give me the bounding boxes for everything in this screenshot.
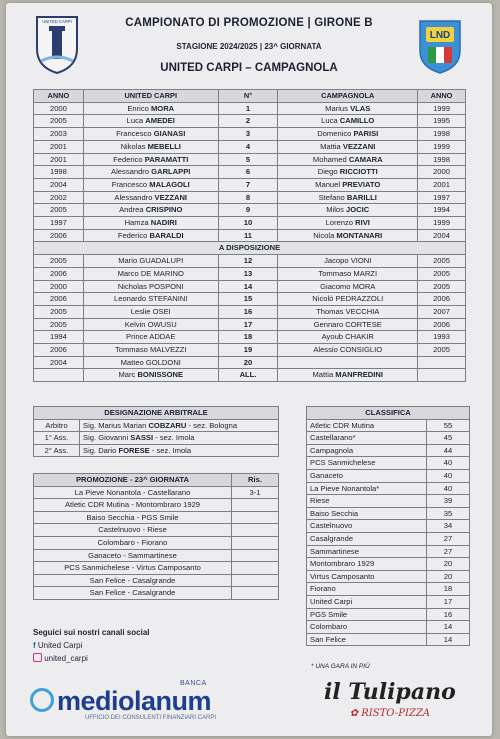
team-name: La Pieve Nonantola* xyxy=(307,482,427,495)
starter-row xyxy=(34,115,466,128)
shirt-number: 19 xyxy=(218,344,278,357)
home-year: 2000 xyxy=(34,102,84,115)
home-year: 1997 xyxy=(34,217,84,230)
away-player: Luca CAMILLO xyxy=(278,115,418,128)
away-player: Stefano BARILLI xyxy=(278,191,418,204)
away-year: 1995 xyxy=(418,115,466,128)
home-player: Leonardo STEFANINI xyxy=(83,293,218,306)
shirt-number: 2 xyxy=(218,115,278,128)
team-name: PGS Smile xyxy=(307,608,427,621)
standings-row xyxy=(307,419,470,432)
shirt-number: 5 xyxy=(218,153,278,166)
round-table xyxy=(33,473,279,600)
shirt-number: 12 xyxy=(218,255,278,268)
bank-label: BANCA xyxy=(180,680,207,687)
match-result xyxy=(232,574,279,587)
col-year-away: ANNO xyxy=(418,90,466,103)
sub-row xyxy=(34,318,466,331)
match-name: San Felice - Casalgrande xyxy=(34,574,232,587)
match-row xyxy=(34,524,279,537)
starter-row xyxy=(34,191,466,204)
result-header: Ris. xyxy=(232,474,279,487)
team-points: 27 xyxy=(427,545,470,558)
shirt-number: 13 xyxy=(218,267,278,280)
sub-row xyxy=(34,331,466,344)
away-year: 2005 xyxy=(418,280,466,293)
standings-row xyxy=(307,495,470,508)
away-player: Ayoub CHAKIR xyxy=(278,331,418,344)
home-player: Federico PARAMATTI xyxy=(83,153,218,166)
instagram-link[interactable]: united_carpi xyxy=(33,653,149,663)
standings-row xyxy=(307,432,470,445)
team-points: 55 xyxy=(427,419,470,432)
away-player: Nicola MONTANARI xyxy=(278,229,418,242)
sub-row xyxy=(34,344,466,357)
match-result xyxy=(232,499,279,512)
team-points: 34 xyxy=(427,520,470,533)
standings-row xyxy=(307,532,470,545)
match-row xyxy=(34,562,279,575)
away-player: Alessio CONSIGLIO xyxy=(278,344,418,357)
away-year: 1997 xyxy=(418,191,466,204)
match-row xyxy=(34,499,279,512)
facebook-icon: f xyxy=(33,641,36,650)
sub-row xyxy=(34,255,466,268)
home-year: 2005 xyxy=(34,115,84,128)
home-player: Mario GUADALUPI xyxy=(83,255,218,268)
instagram-icon xyxy=(33,653,42,662)
referee-row xyxy=(34,444,279,457)
referees-title: DESIGNAZIONE ARBITRALE xyxy=(34,407,279,420)
shirt-number: 11 xyxy=(218,229,278,242)
bank-sub: UFFICIO DEI CONSULENTI FINANZIARI CARPI xyxy=(85,715,217,721)
match-result xyxy=(232,562,279,575)
facebook-link[interactable]: f United Carpi xyxy=(33,641,83,650)
home-year: 2006 xyxy=(34,267,84,280)
team-name: Castellarano* xyxy=(307,432,427,445)
home-player: Matteo GOLDONI xyxy=(83,356,218,369)
standings-row xyxy=(307,633,470,646)
away-year: 1998 xyxy=(418,153,466,166)
svg-text:LND: LND xyxy=(429,30,451,41)
bank-name: mediolanum xyxy=(30,687,216,715)
home-player: Nikolas MEBELLI xyxy=(83,140,218,153)
shirt-number: 16 xyxy=(218,305,278,318)
sub-row xyxy=(34,293,466,306)
team-name: Virtus Camposanto xyxy=(307,570,427,583)
col-home-team: UNITED CARPI xyxy=(83,90,218,103)
col-away-team: CAMPAGNOLA xyxy=(278,90,418,103)
home-player: Leslie OSEI xyxy=(83,305,218,318)
away-player: Gennaro CORTESE xyxy=(278,318,418,331)
starter-row xyxy=(34,229,466,242)
standings-note: * UNA GARA IN PIÙ xyxy=(311,663,370,670)
team-points: 18 xyxy=(427,583,470,596)
match-name: La Pieve Nonantola - Castellarano xyxy=(34,486,232,499)
shirt-number: 9 xyxy=(218,204,278,217)
away-year: 1999 xyxy=(418,140,466,153)
home-year: 2002 xyxy=(34,191,84,204)
match-result xyxy=(232,587,279,600)
home-year: 2006 xyxy=(34,229,84,242)
shirt-number: 7 xyxy=(218,178,278,191)
home-player: Francesco GIANASI xyxy=(83,128,218,141)
away-year: 2006 xyxy=(418,293,466,306)
championship-title: CAMPIONATO DI PROMOZIONE | GIRONE B xyxy=(125,17,373,29)
team-name: Sammartinese xyxy=(307,545,427,558)
home-player: Francesco MALAGOLI xyxy=(83,178,218,191)
away-player: Lorenzo RIVI xyxy=(278,217,418,230)
shirt-number: 1 xyxy=(218,102,278,115)
team-points: 20 xyxy=(427,570,470,583)
home-player: Nicholas POSPONI xyxy=(83,280,218,293)
match-name: Ganaceto - Sammartinese xyxy=(34,549,232,562)
team-name: Castelnuovo xyxy=(307,520,427,533)
team-points: 40 xyxy=(427,482,470,495)
match-name: Colombaro - Fiorano xyxy=(34,536,232,549)
team-name: Montombraro 1929 xyxy=(307,558,427,571)
team-points: 45 xyxy=(427,432,470,445)
shirt-number: 6 xyxy=(218,166,278,179)
match-result: 3-1 xyxy=(232,486,279,499)
team-name: Ganaceto xyxy=(307,469,427,482)
match-row xyxy=(34,486,279,499)
season-line: STAGIONE 2024/2025 | 23^ GIORNATA xyxy=(176,42,322,51)
away-year: 2000 xyxy=(418,166,466,179)
away-player: Milos JOCIC xyxy=(278,204,418,217)
away-year: 2005 xyxy=(418,344,466,357)
standings-row xyxy=(307,469,470,482)
away-year: 2006 xyxy=(418,318,466,331)
home-year: 2005 xyxy=(34,255,84,268)
home-year: 2006 xyxy=(34,344,84,357)
match-row xyxy=(34,587,279,600)
away-player: Tommaso MARZI xyxy=(278,267,418,280)
match-title: UNITED CARPI – CAMPAGNOLA xyxy=(160,62,338,74)
starter-row xyxy=(34,178,466,191)
away-year: 2005 xyxy=(418,255,466,268)
match-row xyxy=(34,574,279,587)
sub-row xyxy=(34,267,466,280)
referee-name: Sig. Dario FORESE - sez. Imola xyxy=(80,444,279,457)
home-year: 2004 xyxy=(34,178,84,191)
shirt-number: 20 xyxy=(218,356,278,369)
starter-row xyxy=(34,128,466,141)
team-points: 40 xyxy=(427,469,470,482)
team-points: 44 xyxy=(427,444,470,457)
team-points: 14 xyxy=(427,621,470,634)
home-player: Alessandro GARLAPPI xyxy=(83,166,218,179)
standings-row xyxy=(307,520,470,533)
shirt-number: 17 xyxy=(218,318,278,331)
away-player: Diego RICCIOTTI xyxy=(278,166,418,179)
shirt-number: 4 xyxy=(218,140,278,153)
lineup-table xyxy=(33,89,466,382)
sub-row xyxy=(34,356,466,369)
match-result xyxy=(232,549,279,562)
standings-row xyxy=(307,558,470,571)
referee-row xyxy=(34,419,279,432)
team-points: 27 xyxy=(427,532,470,545)
team-name: PCS Sanmichelese xyxy=(307,457,427,470)
starter-row xyxy=(34,102,466,115)
away-year: 1993 xyxy=(418,331,466,344)
standings-row xyxy=(307,608,470,621)
svg-text:UNITED CARPI: UNITED CARPI xyxy=(42,19,72,24)
starter-row xyxy=(34,153,466,166)
starter-row xyxy=(34,217,466,230)
mediolanum-logo-icon xyxy=(30,688,54,712)
referee-name: Sig. Giovanni SASSI - sez. Imola xyxy=(80,432,279,445)
referee-role: 2° Ass. xyxy=(34,444,80,457)
standings-row xyxy=(307,545,470,558)
away-player: Marius VLAS xyxy=(278,102,418,115)
team-points: 39 xyxy=(427,495,470,508)
away-player: Nicolò PEDRAZZOLI xyxy=(278,293,418,306)
team-points: 40 xyxy=(427,457,470,470)
team-name: Baiso Secchia xyxy=(307,507,427,520)
home-year: 2001 xyxy=(34,153,84,166)
away-year: 2005 xyxy=(418,267,466,280)
subs-section-row xyxy=(34,242,466,255)
away-year: 2007 xyxy=(418,305,466,318)
team-name: Campagnola xyxy=(307,444,427,457)
match-row xyxy=(34,536,279,549)
starter-row xyxy=(34,204,466,217)
away-player: Thomas VECCHIA xyxy=(278,305,418,318)
away-player xyxy=(278,356,418,369)
match-name: Atletic CDR Mutina - Montombraro 1929 xyxy=(34,499,232,512)
home-year: 2004 xyxy=(34,356,84,369)
col-number: N° xyxy=(218,90,278,103)
team-name: Colombaro xyxy=(307,621,427,634)
standings-title: CLASSIFICA xyxy=(307,407,470,420)
team-name: Fiorano xyxy=(307,583,427,596)
away-player: Jacopo VIONI xyxy=(278,255,418,268)
subs-title: A DISPOSIZIONE xyxy=(34,242,466,255)
team-name: Casalgrande xyxy=(307,532,427,545)
shirt-number: 18 xyxy=(218,331,278,344)
home-year: 2000 xyxy=(34,280,84,293)
home-player: Andrea CRISPINO xyxy=(83,204,218,217)
away-year: 1999 xyxy=(418,102,466,115)
away-player: Domenico PARISI xyxy=(278,128,418,141)
match-name: San Felice - Casalgrande xyxy=(34,587,232,600)
round-title: PROMOZIONE - 23^ GIORNATA xyxy=(34,474,232,487)
sub-row xyxy=(34,305,466,318)
standings-table xyxy=(306,406,470,646)
home-player: Marco DE MARINO xyxy=(83,267,218,280)
standings-row xyxy=(307,570,470,583)
standings-row xyxy=(307,583,470,596)
tulip-icon: ✿ xyxy=(349,708,359,719)
home-player: Enrico MORA xyxy=(83,102,218,115)
starter-row xyxy=(34,140,466,153)
col-year-home: ANNO xyxy=(34,90,84,103)
match-sheet xyxy=(6,3,492,736)
starter-row xyxy=(34,166,466,179)
match-row xyxy=(34,511,279,524)
team-points: 20 xyxy=(427,558,470,571)
standings-row xyxy=(307,457,470,470)
mediolanum-sponsor xyxy=(30,680,216,721)
home-year: 2001 xyxy=(34,140,84,153)
away-year: 1994 xyxy=(418,204,466,217)
shirt-number: 3 xyxy=(218,128,278,141)
standings-row xyxy=(307,621,470,634)
team-points: 35 xyxy=(427,507,470,520)
away-year xyxy=(418,356,466,369)
team-name: San Felice xyxy=(307,633,427,646)
away-player: Manuel PREVIATO xyxy=(278,178,418,191)
home-player: Tommaso MALVEZZI xyxy=(83,344,218,357)
lineup-header-row xyxy=(34,90,466,103)
shirt-number: 15 xyxy=(218,293,278,306)
home-player: Luca AMEDEI xyxy=(83,115,218,128)
social-title: Seguici sui nostri canali social xyxy=(33,628,150,637)
home-player: Alessandro VEZZANI xyxy=(83,191,218,204)
referee-role: 1° Ass. xyxy=(34,432,80,445)
match-name: PCS Sanmichelese - Virtus Camposanto xyxy=(34,562,232,575)
team-name: Atletic CDR Mutina xyxy=(307,419,427,432)
away-player: Giacomo MORA xyxy=(278,280,418,293)
home-year: 2006 xyxy=(34,293,84,306)
away-year: 2004 xyxy=(418,229,466,242)
sub-row xyxy=(34,280,466,293)
team-points: 17 xyxy=(427,595,470,608)
shirt-number: 14 xyxy=(218,280,278,293)
match-name: Castelnuovo - Riese xyxy=(34,524,232,537)
referee-row xyxy=(34,432,279,445)
restaurant-name: il Tulipano xyxy=(324,679,456,705)
home-year: 1994 xyxy=(34,331,84,344)
team-name: United Carpi xyxy=(307,595,427,608)
restaurant-sub: ✿ RISTO-PIZZA xyxy=(349,708,431,719)
away-coach: Mattia MANFREDINI xyxy=(278,369,418,382)
home-year: 1998 xyxy=(34,166,84,179)
away-year: 1998 xyxy=(418,128,466,141)
standings-row xyxy=(307,482,470,495)
away-player: Mattia VEZZANI xyxy=(278,140,418,153)
home-player: Hamza NADIRI xyxy=(83,217,218,230)
referees-table xyxy=(33,406,279,457)
away-year: 1999 xyxy=(418,217,466,230)
coach-label: ALL. xyxy=(218,369,278,382)
tulipano-sponsor xyxy=(324,679,456,719)
match-result xyxy=(232,524,279,537)
shirt-number: 10 xyxy=(218,217,278,230)
referee-role: Arbitro xyxy=(34,419,80,432)
referee-name: Sig. Marius Marian COBZARU - sez. Bologna xyxy=(80,419,279,432)
home-player: Kelvin OWUSU xyxy=(83,318,218,331)
standings-row xyxy=(307,507,470,520)
home-year: 2003 xyxy=(34,128,84,141)
team-points: 14 xyxy=(427,633,470,646)
away-year: 2001 xyxy=(418,178,466,191)
standings-row xyxy=(307,444,470,457)
social-block xyxy=(33,628,149,666)
team-points: 16 xyxy=(427,608,470,621)
team-name: Riese xyxy=(307,495,427,508)
shirt-number: 8 xyxy=(218,191,278,204)
home-coach: Marc BONISSONE xyxy=(83,369,218,382)
standings-row xyxy=(307,595,470,608)
home-year: 2005 xyxy=(34,204,84,217)
match-row xyxy=(34,549,279,562)
home-year: 2005 xyxy=(34,305,84,318)
match-name: Baiso Secchia - PGS Smile xyxy=(34,511,232,524)
home-player: Prince ADDAE xyxy=(83,331,218,344)
home-player: Federico BARALDI xyxy=(83,229,218,242)
home-year: 2005 xyxy=(34,318,84,331)
coach-row xyxy=(34,369,466,382)
match-result xyxy=(232,536,279,549)
away-player: Mohamed CAMARA xyxy=(278,153,418,166)
match-result xyxy=(232,511,279,524)
